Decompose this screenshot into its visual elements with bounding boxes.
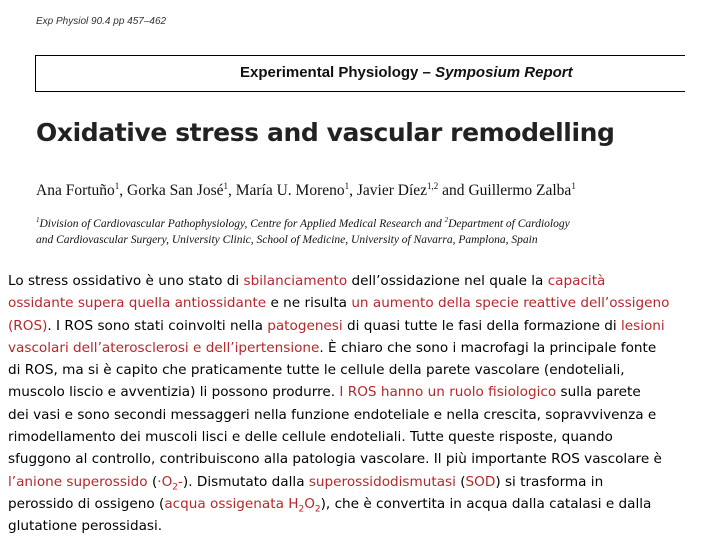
highlighted-term: - (178, 473, 183, 490)
paper-title: Oxidative stress and vascular remodelling (36, 118, 615, 147)
summary-text: ( (147, 473, 158, 490)
author-affiliation-mark: 1 (114, 181, 120, 191)
highlighted-term: (ROS) (8, 317, 48, 334)
italian-summary-text (8, 270, 720, 538)
author-name: María U. Moreno (235, 182, 345, 200)
summary-text: ). Dismutato dalla (182, 473, 309, 490)
summary-line (8, 471, 720, 493)
author-separator: , (119, 182, 128, 200)
highlighted-term: 2 (172, 482, 179, 493)
summary-text: dell’ossidazione nel quale la (347, 273, 548, 289)
summary-line (8, 270, 720, 292)
summary-text: muscolo liscio e avventizia) li possono produrre. (8, 384, 340, 401)
highlighted-term: acqua ossigenata H (164, 495, 299, 512)
highlighted-term: capacità (547, 273, 606, 289)
highlighted-term: I ROS hanno un ruolo fisiologico (339, 384, 557, 401)
summary-line (8, 515, 720, 537)
summary-line (8, 381, 720, 403)
journal-header (240, 64, 573, 81)
journal-citation: Exp Physiol 90.4 pp 457–462 (36, 16, 167, 27)
report-type: Symposium Report (435, 64, 573, 81)
author-name: Javier Díez (356, 182, 428, 200)
summary-text: perossido di ossigeno ( (8, 495, 165, 512)
affiliation-text: Division of Cardiovascular Pathophysiology, Centre for Applied Medical Research and (39, 217, 445, 230)
summary-text: e ne risulta (266, 295, 352, 312)
highlighted-term: un aumento della specie reattive dell’ossigeno (351, 295, 670, 312)
author-affiliation-mark: 1 (223, 181, 228, 191)
summary-text: glutatione perossidasi. (8, 518, 163, 535)
summary-text: ) si trasforma in (495, 473, 604, 490)
highlighted-term: sbilanciamento (243, 273, 348, 289)
highlighted-term: 2 (314, 504, 321, 515)
highlighted-term: vascolari dell’aterosclerosi e dell’ipertensione (8, 339, 320, 356)
summary-text: ), che è convertita in acqua dalla catalasi e dalla (320, 495, 652, 512)
affiliation-line: and Cardiovascular Surgery, University Clinic, School of Medicine, University of Navarra, Pamplona, Spain (36, 234, 538, 246)
summary-text: sulla parete (556, 384, 641, 401)
affiliation-mark: 1 (36, 216, 40, 224)
summary-text: di ROS, ma si è capito che praticamente tutte le cellule della parete vascolare (endoteliali, (8, 362, 625, 379)
summary-line (8, 448, 720, 470)
highlighted-term: ·O (157, 473, 173, 490)
author-separator: , (349, 182, 357, 200)
author-name: Guillermo Zalba (468, 182, 572, 200)
author-separator: , (227, 182, 236, 200)
summary-line (8, 292, 720, 314)
author-affiliation-mark: 1 (344, 181, 350, 191)
author-name: Ana Fortuño (36, 182, 115, 200)
author-affiliation-mark: 1,2 (427, 181, 439, 191)
highlighted-term: lesioni (620, 317, 665, 334)
summary-text: Lo stress ossidativo è uno stato di (8, 273, 244, 289)
author-affiliation-mark: 1 (571, 181, 576, 191)
affiliation-line (36, 216, 706, 230)
affiliation-mark: 2 (444, 216, 449, 224)
summary-line (8, 493, 720, 515)
highlighted-term: superossidodismutasi (308, 473, 456, 490)
summary-text: sfuggono al controllo, contribuiscono alla patologia vascolare. Il più importante ROS vascolare è (8, 451, 662, 468)
summary-line (8, 337, 720, 359)
highlighted-term: l’anione superossido (8, 473, 148, 490)
summary-text: . I ROS sono stati coinvolti nella (47, 317, 268, 334)
journal-name: Experimental Physiology (240, 64, 419, 81)
affiliation-text: Department of Cardiology (448, 217, 570, 230)
summary-text: . È chiaro che sono i macrofagi la principale fonte (319, 339, 657, 356)
author-conjunction: and (438, 182, 469, 200)
summary-text: dei vasi e sono secondi messaggeri nella funzione endoteliale e nella crescita, sopravvivenza e (8, 406, 657, 423)
summary-line (8, 426, 720, 448)
author-name: Gorka San José (127, 182, 224, 200)
highlighted-term: SOD (465, 473, 496, 490)
highlighted-term: patogenesi (267, 317, 343, 334)
author-list (36, 181, 576, 200)
summary-line (8, 315, 720, 337)
highlighted-term: 2 (298, 504, 305, 515)
highlighted-term: O (304, 495, 315, 512)
summary-line (8, 404, 720, 426)
summary-line (8, 359, 720, 381)
highlighted-term: ossidante supera quella antiossidante (8, 295, 267, 312)
summary-text: rimodellamento dei muscoli lisci e delle cellule endoteliali. Tutte queste risposte, quando (8, 429, 613, 446)
summary-text: ( (455, 473, 466, 490)
journal-dash: – (418, 64, 436, 81)
summary-text: di quasi tutte le fasi della formazione di (342, 317, 621, 334)
